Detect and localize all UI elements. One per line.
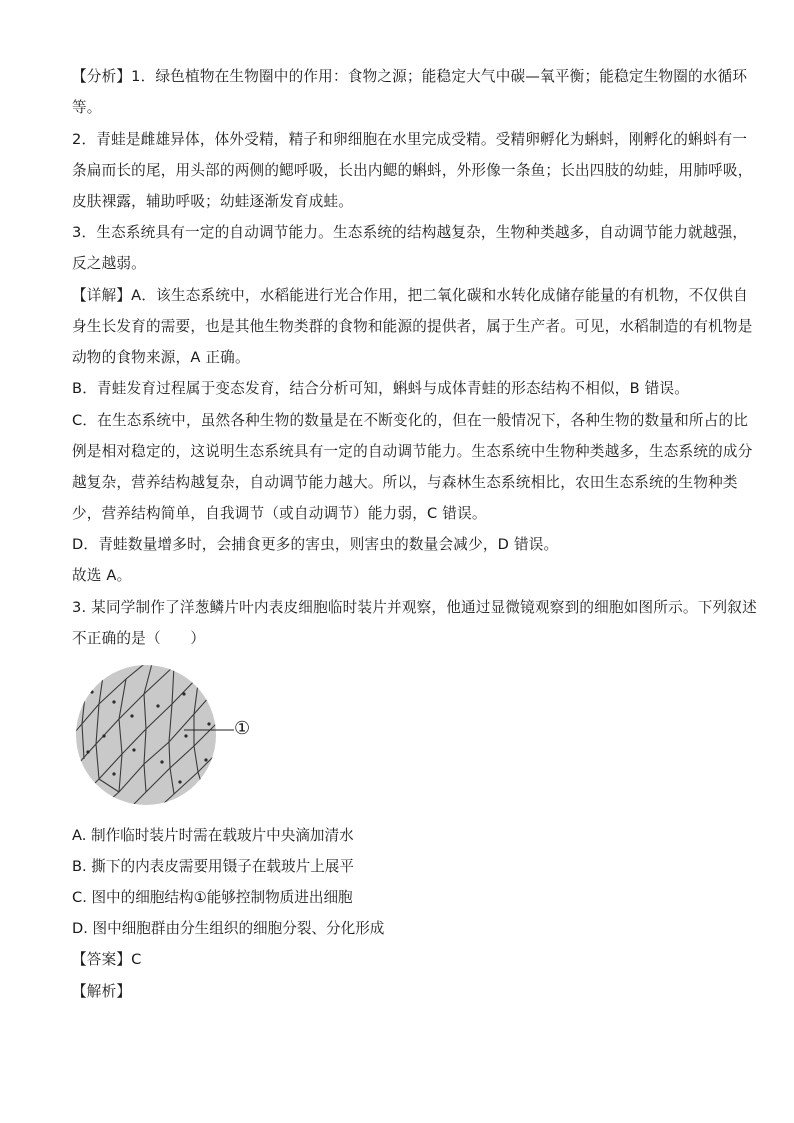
explanation-label: 【解析】 — [72, 983, 132, 1000]
option-b: B. 撕下的内表皮需要用镊子在载玻片上展平 — [72, 858, 354, 875]
analysis-line: 条扁而长的尾，用头部的两侧的鳃呼吸，长出内鳃的蝌蚪，外形像一条鱼；长出四肢的幼蛙，用肺呼吸， — [72, 162, 753, 179]
detail-line: D．青蛙数量增多时，会捕食更多的害虫，则害虫的数量会减少，D 错误。 — [72, 536, 559, 553]
analysis-line: 反之越弱。 — [72, 255, 146, 272]
question-stem: 不正确的是（ ） — [72, 630, 206, 647]
detail-line: 身生长发育的需要，也是其他生物类群的食物和能源的提供者，属于生产者。可见，水稻制造的有机物是 — [72, 318, 753, 335]
analysis-line: 【分析】1．绿色植物在生物圈中的作用：食物之源；能稳定大气中碳—氧平衡；能稳定生物圈的水循环 — [72, 68, 748, 85]
question-stem: 3. 某同学制作了洋葱鳞片叶内表皮细胞临时装片并观察，他通过显微镜观察到的细胞如图所示。下列叙述 — [72, 599, 757, 616]
detail-line: B．青蛙发育过程属于变态发育，结合分析可知，蝌蚪与成体青蛙的形态结构不相似，B 错误。 — [72, 380, 690, 397]
detail-line: C．在生态系统中，虽然各种生物的数量是在不断变化的，但在一般情况下，各种生物的数量和所占的比 — [72, 412, 749, 429]
figure-label: ① — [234, 718, 251, 739]
microscope-figure — [74, 664, 264, 809]
option-d: D. 图中细胞群由分生组织的细胞分裂、分化形成 — [72, 920, 385, 937]
analysis-line: 皮肤裸露，辅助呼吸；幼蛙逐渐发育成蛙。 — [72, 193, 354, 210]
detail-line: 例是相对稳定的，这说明生态系统具有一定的自动调节能力。生态系统中生物种类越多，生态系统的成分 — [72, 443, 753, 460]
analysis-line: 2．青蛙是雌雄异体，体外受精，精子和卵细胞在水里完成受精。受精卵孵化为蝌蚪，刚孵化的蝌蚪有一 — [72, 131, 748, 148]
detail-line: 少，营养结构简单，自我调节（或自动调节）能力弱，C 错误。 — [72, 505, 487, 522]
detail-line: 越复杂，营养结构越复杂，自动调节能力越大。所以，与森林生态系统相比，农田生态系统的生物种类 — [72, 474, 738, 491]
option-a: A. 制作临时装片时需在载玻片中央滴加清水 — [72, 827, 354, 844]
detail-line: 【详解】A．该生态系统中，水稻能进行光合作用，把二氧化碳和水转化成储存能量的有机物，不仅供自 — [72, 287, 748, 304]
option-c: C. 图中的细胞结构①能够控制物质进出细胞 — [72, 889, 353, 906]
answer-line: 【答案】C — [72, 951, 142, 968]
conclusion-line: 故选 A。 — [72, 567, 132, 584]
analysis-line: 3．生态系统具有一定的自动调节能力。生态系统的结构越复杂，生物种类越多，自动调节能力就越强， — [72, 224, 748, 241]
detail-line: 动物的食物来源，A 正确。 — [72, 349, 250, 366]
analysis-line: 等。 — [72, 99, 102, 116]
